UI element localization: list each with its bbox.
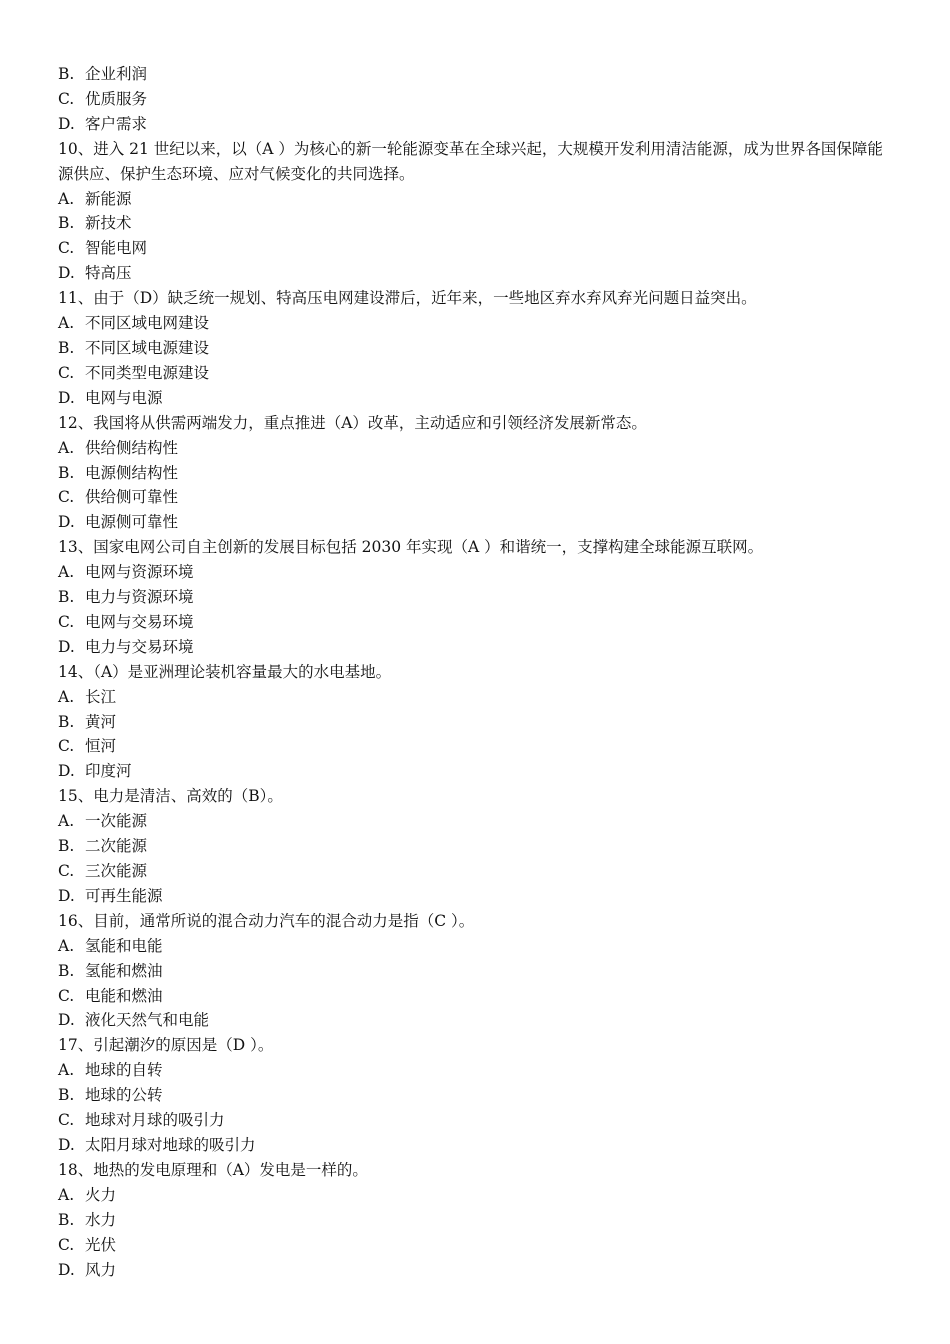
question-15 [58, 784, 898, 909]
option-17-a: A. 地球的自转 [58, 1061, 163, 1080]
option-9-b: B. 企业利润 [58, 65, 148, 83]
prefix-options [58, 62, 898, 137]
question-10 [58, 137, 898, 286]
option-10-d: D. 特高压 [58, 264, 132, 283]
question-12 [58, 411, 898, 536]
option-11-d: D. 电网与电源 [58, 388, 163, 407]
question-13 [58, 535, 898, 660]
option-10-c: C. 智能电网 [58, 239, 148, 258]
option-10-b: B. 新技术 [58, 214, 132, 233]
option-11-a: A. 不同区域电网建设 [58, 314, 210, 333]
question-stem: 18、地热的发电原理和（A）发电是一样的。 [58, 1160, 368, 1179]
question-11 [58, 286, 898, 411]
question-stem: 16、目前，通常所说的混合动力汽车的混合动力是指（C ）。 [58, 911, 475, 930]
question-stem: 10、进入 21 世纪以来，以（A ）为核心的新一轮能源变革在全球兴起，大规模开发利用清洁能源，成为世界各国保障能源供应、保护生态环境、应对气候变化的共同选择。 [58, 139, 883, 183]
question-stem: 11、由于（D）缺乏统一规划、特高压电网建设滞后，近年来，一些地区弃水弃风弃光问题日益突出。 [58, 289, 757, 308]
option-11-c: C. 不同类型电源建设 [58, 363, 210, 382]
option-18-b: B. 水力 [58, 1210, 117, 1229]
option-14-c: C. 恒河 [58, 737, 117, 756]
question-stem: 13、国家电网公司自主创新的发展目标包括 2030 年实现（A ）和谐统一，支撑构建全球能源互联网。 [58, 538, 764, 557]
document-page [58, 62, 898, 1282]
option-15-b: B. 二次能源 [58, 837, 148, 856]
option-17-c: C. 地球对月球的吸引力 [58, 1111, 225, 1130]
option-15-a: A. 一次能源 [58, 812, 148, 831]
option-16-d: D. 液化天然气和电能 [58, 1011, 210, 1030]
question-16 [58, 909, 898, 1034]
option-10-a: A. 新能源 [58, 189, 132, 208]
option-14-a: A. 长江 [58, 687, 117, 706]
question-14 [58, 660, 898, 785]
option-15-d: D. 可再生能源 [58, 886, 163, 905]
option-18-a: A. 火力 [58, 1185, 117, 1204]
question-17 [58, 1033, 898, 1158]
option-14-d: D. 印度河 [58, 762, 132, 781]
option-18-c: C. 光伏 [58, 1235, 117, 1254]
question-stem: 15、电力是清洁、高效的（B）。 [58, 787, 283, 806]
option-16-c: C. 电能和燃油 [58, 986, 163, 1005]
option-17-d: D. 太阳月球对地球的吸引力 [58, 1135, 256, 1154]
option-12-a: A. 供给侧结构性 [58, 438, 179, 457]
option-17-b: B. 地球的公转 [58, 1086, 163, 1105]
question-18 [58, 1158, 898, 1283]
option-13-d: D. 电力与交易环境 [58, 637, 194, 656]
question-stem: 14、（A）是亚洲理论装机容量最大的水电基地。 [58, 662, 392, 681]
option-13-b: B. 电力与资源环境 [58, 588, 194, 607]
question-stem: 12、我国将从供需两端发力，重点推进（A）改革，主动适应和引领经济发展新常态。 [58, 413, 647, 432]
option-18-d: D. 风力 [58, 1260, 117, 1279]
option-15-c: C. 三次能源 [58, 862, 148, 880]
option-14-b: B. 黄河 [58, 712, 117, 731]
option-16-a: A. 氢能和电能 [58, 936, 163, 955]
option-11-b: B. 不同区域电源建设 [58, 338, 210, 357]
option-9-d: D. 客户需求 [58, 114, 148, 133]
question-stem: 17、引起潮汐的原因是（D ）。 [58, 1036, 274, 1055]
option-13-c: C. 电网与交易环境 [58, 612, 194, 631]
option-12-d: D. 电源侧可靠性 [58, 513, 179, 532]
option-16-b: B. 氢能和燃油 [58, 961, 163, 980]
option-12-b: B. 电源侧结构性 [58, 463, 179, 482]
option-9-c: C. 优质服务 [58, 89, 148, 108]
option-13-a: A. 电网与资源环境 [58, 563, 194, 582]
option-12-c: C. 供给侧可靠性 [58, 488, 179, 507]
